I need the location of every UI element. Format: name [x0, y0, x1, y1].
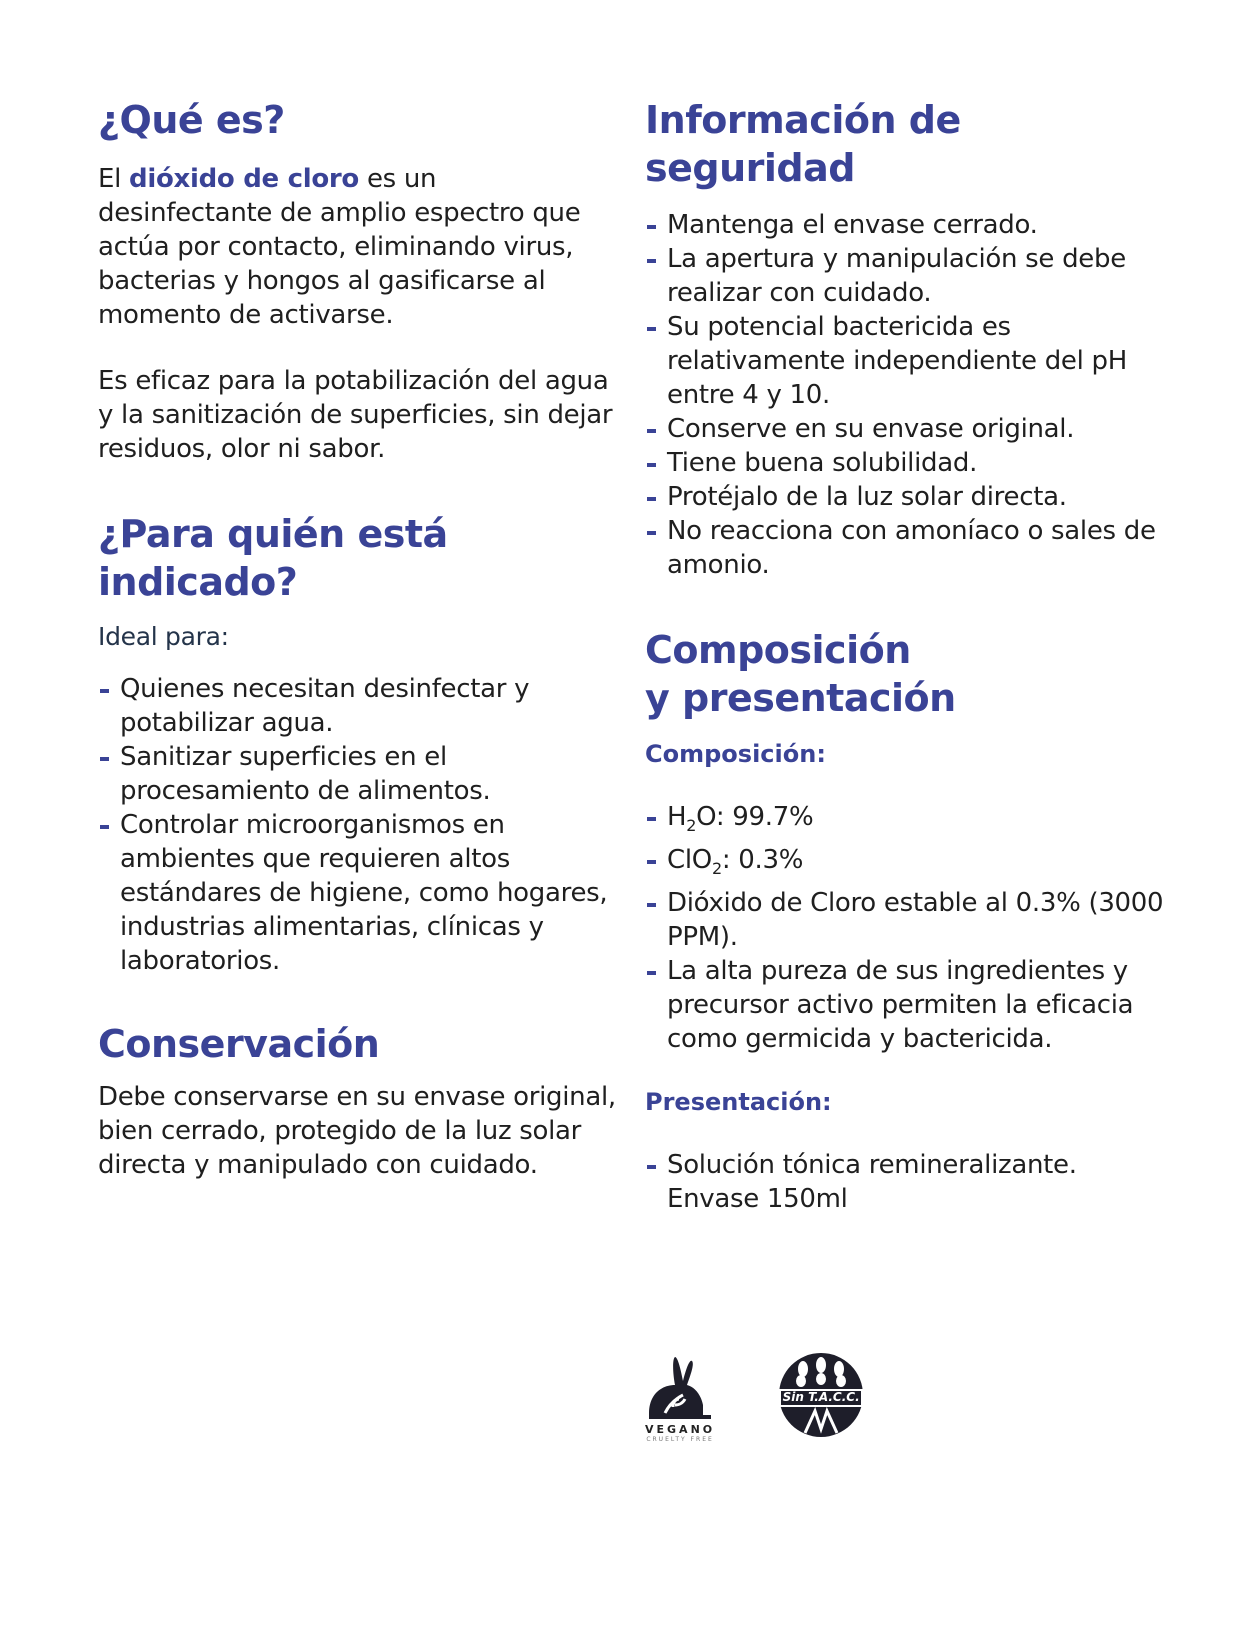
highlight-dioxido: dióxido de cloro [129, 164, 359, 194]
vegano-logo [645, 1355, 715, 1443]
list-item-h2o [645, 800, 1165, 843]
subheading-composicion: Composición: [645, 740, 826, 768]
formula-sub: 2 [711, 859, 722, 879]
list-item: Sanitizar superficies en el procesamiento de alimentos. [98, 740, 618, 808]
list-item: La alta pureza de sus ingredientes y precursor activo permiten la eficacia como germicida y bactericida. [645, 954, 1165, 1056]
heading-line-2: y presentación [645, 676, 956, 720]
list-item-clo2 [645, 843, 1165, 886]
heading-composicion [645, 626, 1165, 722]
list-item: Su potencial bactericida es relativamente independiente del pH entre 4 y 10. [645, 310, 1165, 412]
list-item: No reacciona con amoníaco o sales de amonio. [645, 514, 1165, 582]
para-quien-list [98, 672, 618, 978]
text-prefix: El [98, 164, 130, 194]
list-item: Controlar microorganismos en ambientes que requieren altos estándares de higiene, como hogares, industrias alimentarias, clínicas y laboratorios. [98, 808, 618, 978]
sin-tacc-label: Sin T.A.C.C. [782, 1390, 860, 1404]
seguridad-list [645, 208, 1165, 582]
paragraph-que-es-2: Es eficaz para la potabilización del agua y la sanitización de superficies, sin dejar residuos, olor ni sabor. [98, 366, 613, 464]
rabbit-icon [645, 1355, 715, 1421]
section-conservacion [98, 1020, 618, 1182]
sin-tacc-logo [775, 1349, 867, 1441]
list-item: Conserve en su envase original. [645, 412, 1165, 446]
heading-seguridad: Información de seguridad [645, 98, 961, 190]
right-column [645, 96, 1165, 1216]
section-para-quien [98, 510, 618, 978]
list-item: La apertura y manipulación se debe realizar con cuidado. [645, 242, 1165, 310]
vegano-subtitle: CRUELTY FREE [646, 1436, 714, 1443]
heading-que-es: ¿Qué es? [98, 98, 285, 142]
list-item: Protéjalo de la luz solar directa. [645, 480, 1165, 514]
formula-sub: 2 [686, 816, 697, 836]
heading-line-1: Composición [645, 628, 911, 672]
formula-value: O: 99.7% [696, 802, 814, 832]
certification-logos [645, 1355, 867, 1443]
list-item: Tiene buena solubilidad. [645, 446, 1165, 480]
ideal-para-label: Ideal para: [98, 622, 229, 651]
text-suffix: es un desinfectante de amplio espectro que actúa por contacto, eliminando virus, bacterias y hongos al gasificarse al momento de activarse. [98, 164, 581, 330]
paragraph-que-es-1 [98, 162, 618, 332]
composicion-list [645, 800, 1165, 1056]
section-seguridad [645, 96, 1165, 582]
heading-conservacion: Conservación [98, 1022, 380, 1066]
paragraph-conservacion: Debe conservarse en su envase original, bien cerrado, protegido de la luz solar directa y manipulado con cuidado. [98, 1082, 616, 1180]
heading-para-quien: ¿Para quién está indicado? [98, 512, 448, 604]
vegano-title: VEGANO [645, 1423, 716, 1436]
subheading-presentacion: Presentación: [645, 1088, 832, 1117]
list-item: Quienes necesitan desinfectar y potabilizar agua. [98, 672, 618, 740]
list-item: Dióxido de Cloro estable al 0.3% (3000 PPM). [645, 886, 1165, 954]
presentacion-list [645, 1148, 1165, 1216]
list-item: Solución tónica remineralizante. Envase 150ml [645, 1148, 1165, 1216]
list-item: Mantenga el envase cerrado. [645, 208, 1165, 242]
formula-h: H [667, 802, 687, 832]
section-que-es [98, 96, 618, 466]
section-composicion [645, 626, 1165, 1216]
left-column [98, 96, 618, 1182]
formula-clo: ClO [667, 845, 712, 876]
formula-value: : 0.3% [721, 845, 804, 876]
